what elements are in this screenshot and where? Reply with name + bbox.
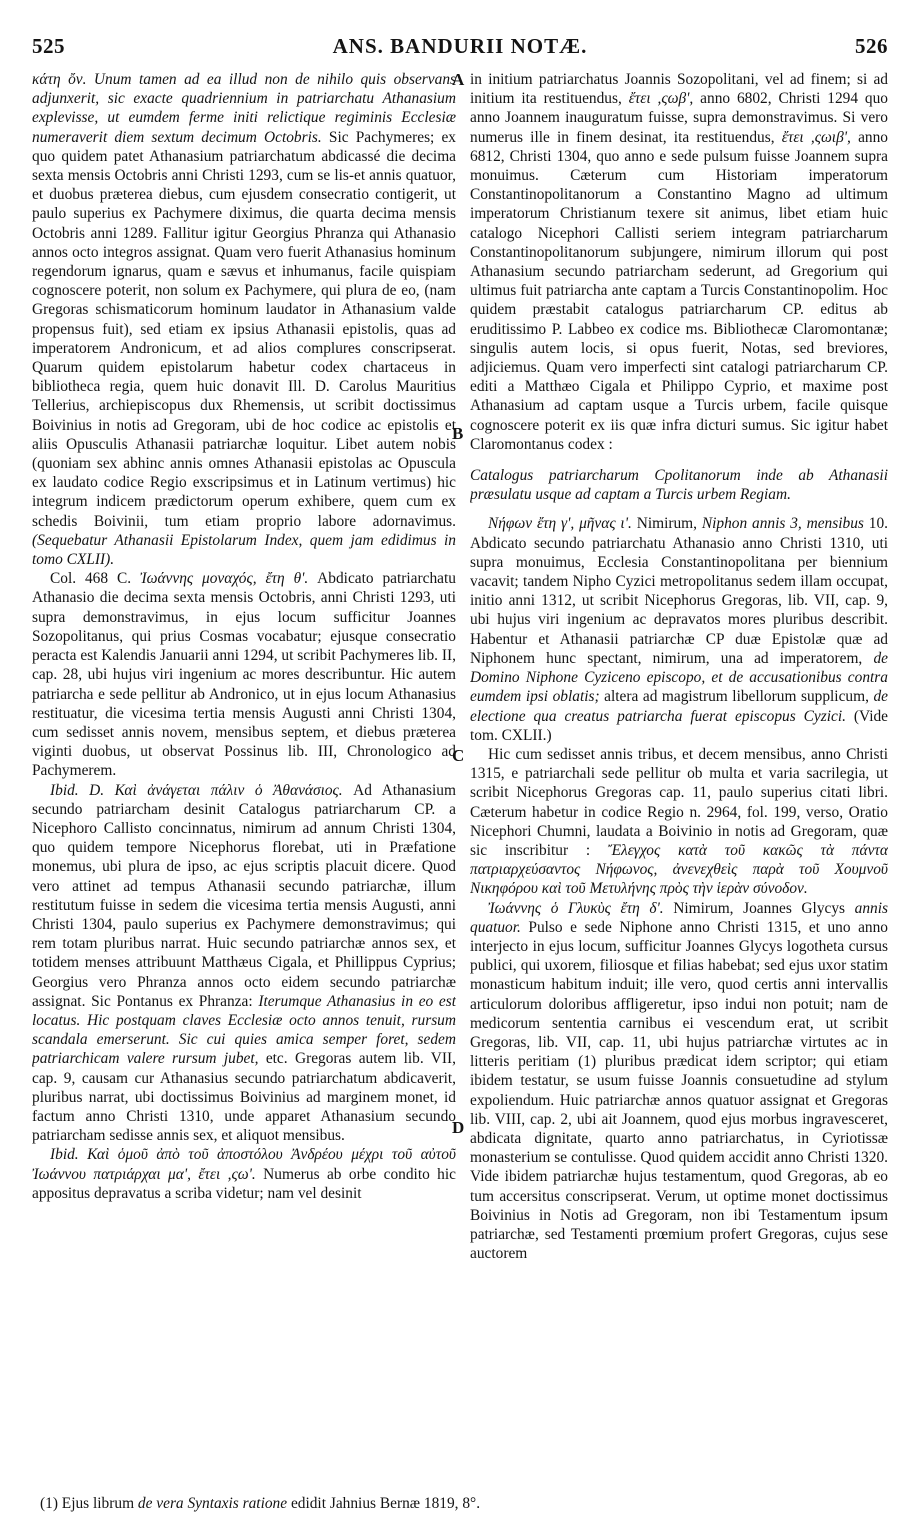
italic-text: Niphon annis 3, mensibus — [701, 515, 864, 533]
paragraph — [32, 1145, 456, 1203]
margin-marker-a: A — [452, 70, 465, 89]
greek-lemma: Καὶ ἀνάγεται πάλιν ὁ Ἀθανάσιος. — [114, 781, 343, 799]
body-text: Numerus ab orbe condito hic appositus depravatus a scriba videtur; nam vel desinit — [32, 1165, 456, 1202]
paragraph — [32, 569, 456, 780]
italic-title: de Domino Niphone Cyziceno episcopo, et de accusationibus contra eumdem ipsi oblatis; — [470, 649, 888, 706]
body-text: etc. Gregoras autem lib. VII, cap. 9, causam cur Athanasius secundo patriarchatum abdicaverit, pluribus narrat, ubi doctissimus Boivinius ad marginem monet, id factum anno Christi 1310, unde apparet Athanasium secundo patriarcham sedisse annis sex, et aliquot mensibus. — [32, 1050, 456, 1145]
paragraph — [32, 781, 456, 1146]
body-text: altera ad magistrum libellorum supplicum, — [604, 688, 869, 706]
page-header — [0, 34, 920, 64]
left-column — [32, 70, 456, 1478]
greek-text: κάτη ὄν. — [32, 71, 87, 88]
page-number-right: 526 — [855, 34, 888, 58]
paragraph — [470, 899, 888, 1264]
running-title: ANS. BANDURII NOTÆ. — [332, 34, 588, 58]
footnote-title: de vera Syntaxis ratione — [137, 1495, 288, 1512]
margin-marker-c: C — [452, 746, 465, 765]
body-text: Sic Pachymeres; ex quo quidem patet Athanasium patriarchatum abdicassé die decima sexta mensis Octobris anni Christi 1293, cum se lis-et annis quatuor, et duobus præterea diebus, cum ejusdem consecratio contigerit, ut paulo superius ex Pachymere diximus, die quarta decima mensis Octobris anni 1289. Fallitur igitur Georgius Phranza qui Athanasio annos octo integros assignat. Quam vero fuerit Athanasius hominum regendorum ignarus, quam e sævus et inhumanus, facile quispiam cognoscere poterit, non solum ex Pachymere, qui plura de eo, (nam Gregoras schismaticorum hominum laudator in Athanasium valde propensus fuit), sed etiam ex ipsius Athanasii epistolis, quas ad imperatorem Andronicum, et ad alios complures conscripserat. Quarum quidem epistolarum habetur codex chartaceus in bibliotheca regia, quem huic donavit Ill. D. Carolus Mauritius Tellerius, archiepiscopus dux Rhemensis, ut scribit doctissimus Boivinius in notis ad Gregoram, ubi de hoc codice ac epistolis et aliis Opusculis Athanasii patriarchæ loquitur. Libet autem nobis (quoniam sex abhinc annis omnes Athanasii epistolas ac Opuscula ex laudato codice Regio exscripsimus et in Latinum vertimus) hic integrum indicem prædictorum operum exhibere, quem cum ex schedis Boivinii, tum etiam proprio labore adornavimus. — [32, 128, 456, 530]
body-text: anno 6812, Christi 1304, quo anno e sede pulsum fuisse Joannem supra monuimus. Cæterum cum Historiam imperatorum Constantinopolitanorum a Constantino Magno ad ultimum imperatorum Christianum texere sit animus, libet etiam huic catalogo Nicephori Callisti seriem integram patriarcharum Constantinopolitanorum subjungere, nimirum illorum qui post Athanasium secundo patriarcham sederunt, ad Gregorium qui ultimus fuit patriarcha ante captam a Turcis Constantinopolim. Hoc quidem præstabit catalogus patriarcharum CP. editus ab eruditissimo P. Labbeo ex codice ms. Bibliothecæ Claromontanæ; singulis autem locis, si opus fuerit, Notas, sed breviores, adjiciemus. Quam vero imperfecti sint catalogi patriarcharum CP. editi a Matthæo Cigala et Philippo Cyprio, et maxime post Athanasium ad captam usque a Turcis urbem, facile quisque cognoscere poterit ex iis quæ infra dicturi sumus. Sic igitur habet Claromontanus codex : — [470, 128, 888, 453]
margin-marker-b: B — [452, 424, 464, 443]
italic-quote: Unum tamen ad ea illud non de nihilo quis observans adjunxerit, sic exacte quadriennium in patriarchatu Athanasium explevisse, ut eumdem ferme initi relictique regiminis Ecclesiæ numeraverit diem sextum decimum Octobris. — [32, 71, 456, 146]
body-text: anno 6802, Christi 1294 quo anno Joannem inauguratum fuisse, supra demonstravimus. Si vero numerus ille in finem desinat, ita restituendus, — [470, 90, 888, 146]
greek-lemma: Νήφων ἔτη γ', μῆνας ι'. — [488, 515, 632, 533]
greek-lemma: Ἰωάννης μοναχός, ἔτη θ'. — [139, 570, 309, 588]
body-text: Pulso e sede Niphone anno Christi 1315, et uno anno interjecto in ejus locum, sufficitur Joannes Glycys logotheta cursus publici, qui uxorem, filiosque et filias habebat; sed ejus uxor statim monasticum habitum induit; ille vero, quod certis anni intervallis articulorum doloribus affligeretur, ipso indui non potuit; nam de medicorum sententia carnibus ei vescendum erat, ut scribit Gregoras, lib. VII, cap. 11, ubi hujus patriarchæ virtutes ac in litteris peritiam (1) pluribus prædicat idem scriptor; qui etiam ibidem testatur, se usum fuisse Joannis consuetudine ad stylum expoliendum. Huic patriarchæ annos quatuor assignat et Gregoras lib. VIII, cap. 2, ubi ait Joannem, quod ejus morbus ingravesceret, abdicata dignitate, quarto anno patriarchatus, in Cyriotissæ monasterium se contulisse. Quod quidem accidit anno Christi 1320. Vide ibidem patriarchæ hujus testamentum, quod Gregoras, ab eo tum accersitus conscripserat. Verum, ut optime monet doctissimus Boivinius in Notis ad Gregoram, non ibi Testamentum ipsum patriarchæ, sed Testamenti prœmium profert Gregoras, cujus sese auctorem — [470, 918, 888, 1263]
footnote-text: edidit Jahnius Bernæ 1819, 8°. — [290, 1495, 481, 1512]
paragraph — [470, 745, 888, 899]
reference: Col. 468 C. — [50, 570, 132, 588]
italic-quote: Iterumque Athanasius in eo est locatus. Hic postquam claves Ecclesiæ octo annos tenuit, rursum scandala emerserunt. Sic cui quies amica semper foret, sedem patriarchicam valere rursum jubet, — [32, 992, 456, 1068]
reference: Ibid. D. — [50, 781, 105, 799]
greek-text: ἔτει ,ςωβ', — [628, 90, 694, 108]
reference: Ibid. — [50, 1146, 79, 1164]
greek-text: Ἔλεγχος κατὰ τοῦ κακῶς τὰ πάντα πατριαρχεύσαντος Νήφωνος, ἀνενεχθεὶς παρὰ τοῦ Χουμνοῦ Νικηφόρου καὶ τοῦ Μετυλήνης πρὸς τὴν ἱερὰν σύνοδον. — [470, 841, 888, 898]
greek-lemma: Καὶ ὁμοῦ ἀπὸ τοῦ ἀποστόλου Ἀνδρέου μέχρι τοῦ αὐτοῦ Ἰωάννου πατριάρχαι μα', ἔτει ,ςω'. — [32, 1146, 456, 1183]
body-text: (Vide tom. CXLII.) — [470, 707, 888, 744]
body-text: 10. Abdicato secundo patriarchatu Athanasio anno Christi 1310, uti supra monuimus, Ecclesia Constantinopolitana per biennium vacavit; tandem Nipho Cyzici metropolitanus sedem illam occupat, initio anni 1312, ut scribit Nicephorus Gregoras, lib. VII, cap. 9, ubi hujus viri ingenium ac depravatos mores pluribus describit. Habentur et Athanasii patriarchæ CP duæ Epistolæ quæ ad Niphonem hunc spectant, nimirum, una ad imperatorem, — [470, 515, 888, 667]
italic-title: de electione qua creatus patriarcha fuerat episcopus Cyzici. — [470, 688, 888, 725]
paragraph — [470, 514, 888, 744]
page-number-left: 525 — [32, 34, 65, 58]
body-text: Nimirum, — [636, 515, 697, 533]
body-text: Ad Athanasium secundo patriarcham desinit Catalogus patriarcharum CP. a Nicephoro Callisto concinnatus, nimirum ad annum Christi 1304, quo quidem tempore Nicephorus florebat, uti in Præfatione monemus, ubi plura de ipso, ac ejus scriptis placuit dicere. Quod vero attinet ad tempus Athanasii secundo patriarchæ, illum restitutum fuisse in sedem die vicesima tertia mensis Augusti, anni Christi 1304, paulo superius ex Pachymere demonstravimus; qui rem totam pluribus narrat. Huic secundo patriarchæ annos sex, et totidem menses attribuunt Matthæus Cigala, et Phillippus Cyprius; Georgius vero Phranza annos octo eidem secundo patriarchæ assignat. Sic Pontanus ex Phranza: — [32, 781, 456, 1010]
catalog-caption: Catalogus patriarcharum Cpolitanorum inde ab Athanasii præsulatu usque ad captam a Turcis urbem Regiam. — [470, 467, 888, 504]
paragraph — [32, 70, 456, 569]
body-text: Nimirum, Joannes Glycys — [673, 899, 846, 917]
margin-marker-d: D — [452, 1118, 465, 1137]
body-text: Hic cum sedisset annis tribus, et decem mensibus, anno Christi 1315, e patriarchali sede pellitur ob multa et varia sacrilegia, ut scribit Nicephorus Gregoras cap. 11, paulo superius citati libri. Cæterum habetur in codice Regio n. 2964, fol. 199, verso, Oratio Nicephori Chumni, laudata a Boivinio in notis ad Gregoram, quæ sic inscribitur : — [470, 745, 888, 859]
italic-note: (Sequebatur Athanasii Epistolarum Index, quem jam edidimus in tomo CXLII). — [32, 531, 456, 569]
footnote — [40, 1494, 890, 1513]
body-text: in initium patriarchatus Joannis Sozopolitani, vel ad finem; si ad initium ita restituendus, — [470, 71, 888, 108]
right-column — [470, 70, 888, 1478]
body-text: Abdicato patriarchatu Athanasio die decima sexta mensis Octobris, anni Christi 1293, uti supra demonstravimus, in ejus locum sufficitur Joannes Sozopolitanus, qui prius Cosmas vocabatur; ejusque consecratio peracta est Kalendis Januarii anni 1294, ut scribit Pachymeres lib. II, cap. 28, ubi hujus viri ingenium ac mores describuntur. Hic autem patriarcha e sede pellitur ab Andronico, ut in ejus locum Athanasius restituatur, die vicesima tertia mensis Augusti anni Christi 1304, cum sedisset annis novem, mensibus septem, et diebus præterea viginti duobus, ut observat Possinus lib. III, Chronologico ad Pachymerem. — [32, 570, 456, 780]
greek-text: ἔτει ,ςωιβ', — [781, 128, 851, 146]
greek-lemma: Ἰωάννης ὁ Γλυκὺς ἔτη δ'. — [488, 899, 664, 917]
footnote-text: (1) Ejus librum — [40, 1495, 135, 1512]
italic-text: annis quatuor. — [470, 899, 888, 936]
paragraph — [470, 70, 888, 454]
